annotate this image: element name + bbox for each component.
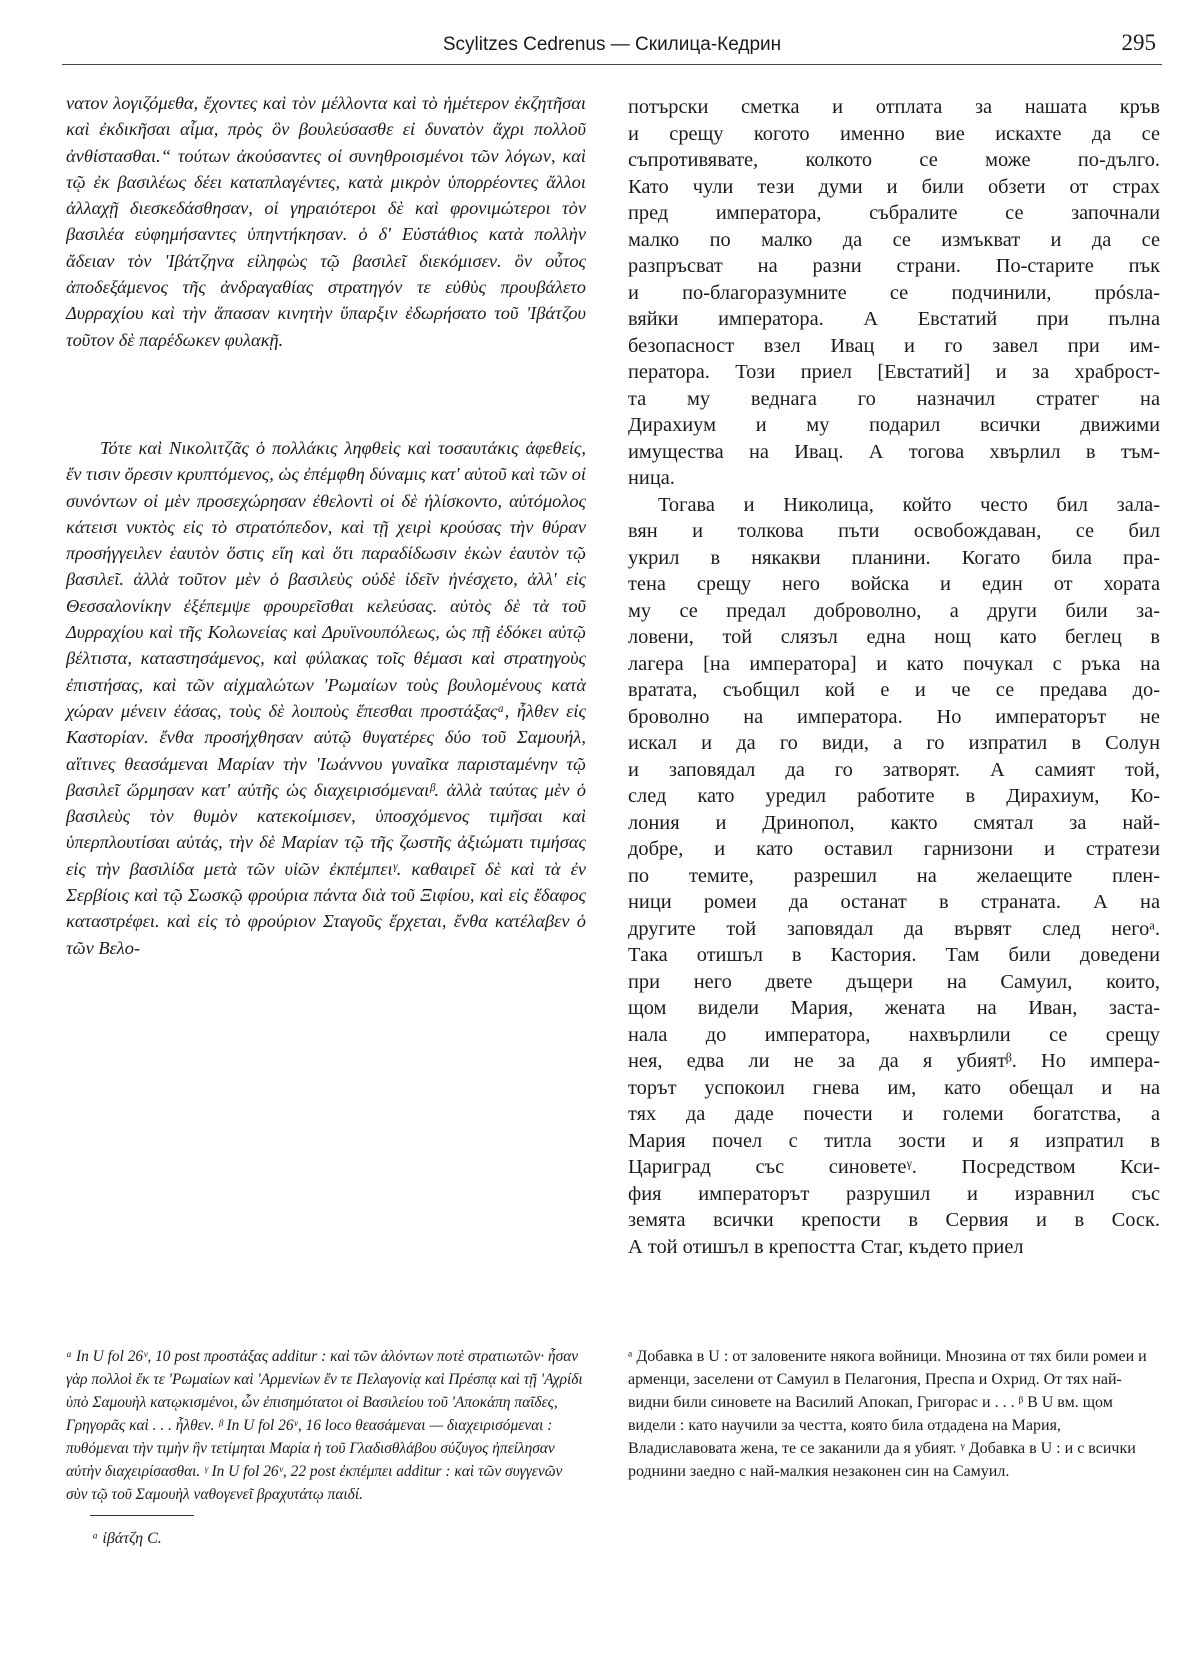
bulgarian-line: Дирахиум и му подарил всички движими (628, 414, 1160, 436)
page-number: 295 (1121, 30, 1156, 55)
greek-footnote-text: ᵃ In U fol 26ᵛ, 10 post προστάξας additur : καὶ τῶν ἁλόντων ποτὲ στρατιωτῶν· ἦσαν γὰρ πολλοὶ ἔκ τε 'Ρωμαίων καὶ 'Αρμενίων ἔν τε Πελαγονίᾳ καὶ Πρέσπᾳ καὶ τῇ 'Αχρίδι ὑπὸ Σαμουὴλ κατῳκισμένοι, ὧν ἐπισημότατοι οἱ Βασιλείου τοῦ 'Αποκάπη παῖδες, Γρηγορᾶς καὶ . . . ἦλθεν. ᵝ In U fol 26ᵛ, 16 loco θεασάμεναι — διαχειρισόμεναι : πυθόμεναι τὴν τιμὴν ἣν τετίμηται Μαρία ἡ τοῦ Γλαδισθλάβου σύζυγος ἠπείλησαν αὐτὴν διαχειρίσασθαι. ᵞ In U fol 26ᵛ, 22 post ἐκπέμπει additur : καὶ τῶν συγγενῶν σὺν τῷ τοῦ Σαμουὴλ ναθογενεῖ βραχυτάτῳ παιδί. (66, 1348, 583, 1503)
bulgarian-line: съпротивявате, колкото се може по-дълго. (628, 149, 1160, 171)
bulgarian-line: безопасност взел Ивац и го завел при им- (628, 334, 1160, 357)
bulgarian-line: Тогава и Николица, който често бил зала- (658, 493, 1160, 516)
bulgarian-line: тена срещу него войска и един от хората (628, 573, 1160, 595)
bulgarian-line: след като уредил работите в Дирахиум, Ко- (628, 785, 1160, 807)
bulgarian-line: торът успокоил гнева им, като обещал и на (628, 1076, 1160, 1099)
bulgarian-line: броволно на императора. Но императорът не (628, 705, 1160, 728)
bulgarian-line: А той отишъл в крепостта Стаг, където приел (628, 1235, 1024, 1258)
bulgarian-line: вян и толкова пъти освобождаван, се бил (628, 520, 1160, 542)
bulgarian-line: и по-благоразумните се подчинили, прósла- (628, 281, 1160, 304)
bulgarian-line: имущества на Ивац. А тогова хвърлил в тъм- (628, 440, 1160, 463)
bulgarian-line: вяйки императора. А Евстатий при пълна (628, 308, 1160, 330)
greek-paragraph-1: νατον λογιζόμεθα, ἔχοντες καὶ τὸν μέλλοντα καὶ τὸ ἡμέτερον ἐκζητῆσαι καὶ ἐκδικῆσαι αἷμα, πρὸς ὃν βουλεύσασθε εἰ δυνατὸν ἄχρι πολλοῦ ἀνθίστασθαι.“ τούτων ἀκούσαντες οἱ συνηθροισμένοι τῶν λόγων, καὶ τῷ ἐκ βασιλέως δέει καταπλαγέντες, κατὰ μικρὸν ὑπορρέοντες ἄλλοι ἀλλαχῇ διεσκεδάσθησαν, οἱ γηραιότεροι δὲ καὶ φρονιμώτεροι τὸν βασιλέα εὐφημήσαντες ὑπηντήκησαν. ὁ δ' Εὐστάθιος κατὰ πολλὴν ἄδειαν τὸν 'Ιβάτζηνα εἰληφὼς τῷ βασιλεῖ διεκόμισεν. ὃν οὗτος ἀποδεξάμενος τῆς ἀνδραγαθίας στρατηγόν τε εὐθὺς προυβάλετο Δυρραχίου καὶ τὴν ἅπασαν κινητὴν ὕπαρξιν ἐδωρήσατο τοῦ 'Ιβάτζου τοῦτον δὲ παρέδωκεν φυλακῇ. (66, 93, 586, 350)
bulgarian-line: другите той заповядал да вървят след негоᵃ. (628, 917, 1160, 940)
bulgarian-line: Мария почел с титла зости и я изпратил в (628, 1129, 1160, 1152)
bulgarian-line: Като чули тези думи и били обзети от страх (628, 175, 1160, 198)
bulgarian-footnote-text: ᵃ Добавка в U : от заловените някога войници. Мнозина от тях били ромеи и арменци, заселени от Самуил в Пелагония, Преспа и Охрид. От тях най-видни били синовете на Василий Апокап, Григорас и . . . ᵝ В U вм. щом видели : като научили за честта, която била отдадена на Мария, Владиславовата жена, те се заканили да я убият. ᵞ Добавка в U : и с всички роднини заедно с най-малкия незаконен син на Самуил. (628, 1348, 1147, 1480)
bulgarian-line: ница. (628, 467, 675, 489)
bulgarian-line: вратата, съобщил кой е и че се предава до- (628, 679, 1160, 701)
bulgarian-line: ловени, той слязъл една нощ като беглец в (628, 626, 1160, 648)
header-rule (62, 64, 1162, 65)
page-header (62, 30, 1162, 64)
bulgarian-line: и заповядал да го затворят. А самият той, (628, 758, 1160, 781)
bulgarian-line: щом видели Мария, жената на Иван, заста- (628, 997, 1160, 1019)
bulgarian-line: ператора. Този приел [Евстатий] и за храброст- (628, 361, 1160, 383)
bulgarian-line: искал и да го види, а го изпратил в Солун (628, 732, 1160, 754)
bulgarian-line: лагера [на императора] и като почукал с ръка на (628, 652, 1160, 675)
bulgarian-line: разпръсват на разни страни. По-старите пък (628, 255, 1160, 277)
bulgarian-line: Така отишъл в Кастория. Там били доведени (628, 944, 1160, 966)
bulgarian-line: му се предал доброволно, а други били за- (628, 599, 1160, 622)
bulgarian-line: и срещу когото именно вие искахте да се (628, 122, 1160, 145)
running-title: Scylitzes Cedrenus — Скилица-Кедрин (442, 34, 782, 55)
bulgarian-line: нала до императора, нахвърлили се срещу (628, 1023, 1160, 1046)
bulgarian-line: та му веднага го назначил стратег на (628, 387, 1160, 410)
bulgarian-line: нея, едва ли не за да я убиятᵝ. Но импера- (628, 1050, 1160, 1072)
greek-paragraph-2: Τότε καὶ Νικολιτζᾶς ὁ πολλάκις ληφθεὶς καὶ τοσαυτάκις ἀφεθείς, ἔν τισιν ὄρεσιν κρυπτόμενος, ὡς ἐπέμφθη δύναμις κατ' αὐτοῦ καὶ τῶν οἱ συνόντων οἱ μὲν προσεχώρησαν ἐθελοντὶ οἱ δὲ ἡλίσκοντο, αὐτόμολος κάτεισι νυκτὸς εἰς τὸ στρατόπεδον, καὶ τῇ χειρὶ κρούσας τὴν θύραν προσήγγειλεν ἑαυτὸν ὅστις εἴη καὶ ὅτι παραδίδωσιν ἑκὼν ἑαυτὸν τῷ βασιλεῖ. ἀλλὰ τοῦτον μὲν ὁ βασιλεὺς οὐδὲ ἰδεῖν ἠνέσχετο, ἀλλ' εἰς Θεσσαλονίκην ἐξέπεμψε φρουρεῖσθαι κελεύσας. αὐτὸς δὲ τὰ τοῦ Δυρραχίου καὶ τῆς Κολωνείας καὶ Δρυϊνουπόλεως, ὡς πῇ ἐδόκει αὐτῷ βέλτιστα, καταστησάμενος, καὶ φύλακας τοῖς θέμασι καὶ στρατηγοὺς ἐπιστήσας, καὶ τῶν αἰχμαλώτων 'Ρωμαίων τοὺς βουλομένους κατὰ χώραν μένειν ἐάσας, τοὺς δὲ λοιποὺς ἕπεσθαι προστάξαςᵃ, ἦλθεν εἰς Καστορίαν. ἔνθα προσήχθησαν αὐτῷ θυγατέρες δύο τοῦ Σαμουήλ, αἵτινες θεασάμεναι Μαρίαν τὴν 'Ιωάννου γυναῖκα παρισταμένην τῷ βασιλεῖ ὥρμησαν κατ' αὐτῆς ὡς διαχειρισόμεναιᵝ. ἀλλὰ ταύτας μὲν ὁ βασιλεὺς τὸν θυμὸν κατεκοίμισεν, ὑποσχόμενος τιμῆσαι καὶ ὑπερπλουτίσαι αὐτάς, τὴν δὲ Μαρίαν τῷ τῆς ζωστῆς ἀξιώματι τιμήσας εἰς τὴν βασιλίδα μετὰ τῶν υἱῶν ἐκπέμπειᵞ. καθαιρεῖ δὲ καὶ τὰ ἐν Σερβίοις καὶ τῷ Σωσκῷ φρούρια πάντα διὰ τοῦ Ξιφίου, καὶ εἰς ἔδαφος καταστρέφει. καὶ εἰς τὸ φρούριον Σταγοῦς ἔρχεται, ἔνθα κατέλαβεν ὁ τῶν Βελο- (66, 437, 586, 958)
greek-text-column (66, 90, 586, 1160)
bulgarian-line: укрил в някакви планини. Когато била пра- (628, 546, 1160, 569)
bulgarian-line: малко по малко да се измъкват и да се (628, 228, 1160, 251)
bulgarian-footnotes (628, 1345, 1160, 1483)
bulgarian-line: тях да даде почести и големи богатства, а (628, 1103, 1160, 1125)
bulgarian-line: пред императора, събралите се започнали (628, 202, 1160, 224)
greek-footnotes (66, 1345, 586, 1506)
apparatus-rule (90, 1515, 194, 1516)
bulgarian-line: добре, и като оставил гарнизони и стратези (628, 838, 1160, 860)
bulgarian-line: фия императорът разрушил и изравнил със (628, 1182, 1160, 1205)
bulgarian-line: ници ромеи да останат в страната. А на (628, 891, 1160, 913)
bulgarian-line: по темите, разрешил на желаещите плен- (628, 864, 1160, 887)
bulgarian-line: земята всички крепости в Сервия и в Соск. (628, 1209, 1160, 1231)
bulgarian-line: лония и Дринопол, както смятал за най- (628, 811, 1160, 834)
bulgarian-line: при него двете дъщери на Самуил, които, (628, 970, 1160, 993)
bulgarian-text-column (628, 94, 1160, 1258)
apparatus-note: ᵃ ἰβάτζη C. (92, 1530, 162, 1547)
bulgarian-line: Цариград със синоветеᵞ. Посредством Кси- (628, 1156, 1160, 1178)
bulgarian-line: потърски сметка и отплата за нашата кръв (628, 96, 1160, 118)
